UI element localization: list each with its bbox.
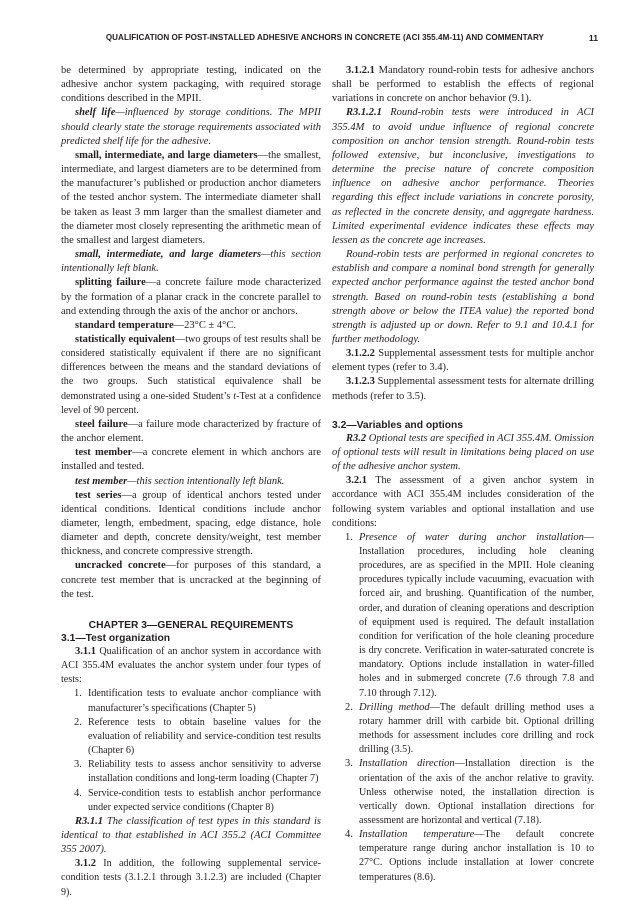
commentary-r3-1-2-1-continued: Round-robin tests are performed in regional concretes to establish and compare a nominal bond strength for generally expected anchor performance against the tested anchor bond strength. Based on round-robin tests (establishing a bond strength above or below the ITEA value) the reported bond strength is adjusted up or down. Refer to 9.1 and 10.4.1 for further methodology. bbox=[332, 249, 594, 345]
header-title: QUALIFICATION OF POST-INSTALLED ADHESIVE ANCHORS IN CONCRETE (ACI 355.4M-11) AND COMMENTARY bbox=[105, 33, 544, 42]
list-item bbox=[61, 758, 321, 786]
term-shelf-life: shelf life bbox=[75, 107, 116, 119]
paragraph-3-1-2-3: 3.1.2.3 Supplemental assessment tests for alternate drilling methods (refer to 3.5). bbox=[332, 376, 594, 402]
page-number: 11 bbox=[588, 33, 598, 43]
list-item-text: —Installation procedures, including hole cleaning procedures, are as specified in the MPII. Hole cleaning procedures typically include vacuuming, evacuation with forced air, and brushing. Quantification of the number, order, and duration of cleaning operations and description of equipment used is required. The default installation condition for verification of the hole cleaning procedure is dry concrete. Verification in water-saturated concrete is mandatory. Options include installation in water-filled holes and in submerged concrete (7.6 through 7.8 and 7.10 through 7.12). bbox=[359, 531, 594, 699]
list-item bbox=[332, 828, 594, 885]
commentary-r3-2: R3.2 Optional tests are specified in ACI 355.4M. Omission of optional tests will result in limitations being placed on use of the adhesive anchor system. bbox=[332, 432, 594, 473]
list-item-number: 1. bbox=[345, 531, 353, 543]
list-item-term: Drilling method bbox=[359, 701, 430, 713]
list-item-term: Installation temperature bbox=[359, 829, 475, 841]
list-item-text: Service-condition tests to establish anchor performance under expected service conditions (Chapter 8) bbox=[88, 787, 321, 813]
term-diameters: small, intermediate, and large diameters bbox=[75, 149, 258, 161]
commentary-r3-1-1: R3.1.1 The classification of test types in this standard is identical to that established in ACI 355.2 (ACI Committee 355 2007). bbox=[61, 815, 321, 856]
list-item bbox=[332, 531, 594, 701]
definition-splitting-failure: splitting failure—a concrete failure mode characterized by the formation of a planar crack in the concrete parallel to and extending through the axis of the anchor or anchors. bbox=[61, 277, 321, 317]
definition-standard-temperature: standard temperature—23°C ± 4°C. bbox=[75, 319, 236, 331]
running-header bbox=[62, 33, 598, 47]
list-item-number: 1. bbox=[74, 688, 82, 700]
paragraph-3-2-1: 3.2.1 The assessment of a given anchor system in accordance with ACI 355.4M includes consideration of the following system variables and optional installation and use conditions: bbox=[332, 475, 594, 529]
paragraph-continued: be determined by appropriate testing, indicated on the adhesive anchor system packaging, with required storage conditions described in the MPII. bbox=[61, 65, 321, 105]
commentary-diameters: small, intermediate, and large diameters—this section intentionally left blank. bbox=[61, 249, 321, 275]
list-item bbox=[61, 716, 321, 758]
paragraph-3-1-2: 3.1.2 In addition, the following supplemental service-condition tests (3.1.2.1 through 3.1.2.3) are included (Chapter 9). bbox=[61, 858, 321, 898]
paragraph-3-1-2-1: 3.1.2.1 Mandatory round-robin tests for adhesive anchors shall be performed to establish the effects of regional variations in concrete on anchor behavior (9.1). bbox=[332, 65, 594, 105]
list-item bbox=[61, 687, 321, 715]
list-item-text: —The default drilling method uses a rotary hammer drill with carbide bit. Optional drilling methods for assessment includes core drilling and rock drilling (3.5). bbox=[359, 701, 595, 756]
variables-list bbox=[332, 531, 594, 885]
list-item bbox=[332, 757, 594, 828]
list-item-text: Reliability tests to assess anchor sensitivity to adverse installation conditions and long-term loading (Chapter 7) bbox=[88, 759, 321, 785]
list-item-number: 2. bbox=[345, 701, 353, 713]
commentary-shelf-life: shelf life—influenced by storage conditions. The MPII should clearly state the storage requirements associated with predicted shelf life for the adhesive. bbox=[61, 107, 321, 147]
definition-uncracked-concrete: uncracked concrete—for purposes of this standard, a concrete test member that is uncracked at the beginning of the test. bbox=[61, 560, 321, 600]
list-item-term: Presence of water during anchor installation bbox=[359, 531, 584, 543]
definition-statistically-equivalent: statistically equivalent—two groups of test results shall be considered statistically equivalent if there are no significant differences between the means and the standard deviations of the two groups. Such statistical equivalence shall be demonstrated using a one-sided Student’s t-Test at a confidence level of 90 percent. bbox=[61, 333, 321, 416]
test-type-list bbox=[61, 687, 321, 814]
list-item-number: 4. bbox=[345, 829, 353, 841]
commentary-test-member: test member—this section intentionally left blank. bbox=[75, 475, 285, 487]
definition-test-series: test series—a group of identical anchors tested under identical conditions. Identical conditions include anchor diameter, length, embedment, spacing, edge distance, hole diameter and depth, concrete density/weight, test member thickness, and concrete compressive strength. bbox=[61, 489, 321, 558]
list-item-term: Installation direction bbox=[359, 758, 455, 770]
list-item-text: —Installation direction is the orientation of the axis of the anchor relative to gravity. Unless otherwise noted, the installation direction is vertically down. Optional installation directions for assessment are horizontal and vertical (7.18). bbox=[359, 758, 594, 826]
section-heading-3-2: 3.2—Variables and options bbox=[332, 419, 464, 431]
list-item-text: Identification tests to evaluate anchor compliance with manufacturer’s specifications (Chapter 5) bbox=[88, 688, 321, 714]
list-item-number: 4. bbox=[74, 787, 82, 799]
commentary-r3-1-2-1: R3.1.2.1 Round-robin tests were introduced in ACI 355.4M to avoid undue influence of regional concrete composition on anchor tension strength. Round-robin tests followed extensive, but inconclusive, investigations to determine the precise nature of concrete composition influence on adhesive anchor performance. Theories regarding this effect include variations in concrete porosity, as reflected in the concrete density, and aggregate hardness. Limited experimental evidence indicates these effects may lessen as the concrete age increases. bbox=[332, 107, 594, 246]
definition-diameters: small, intermediate, and large diameters—the smallest, intermediate, and largest diameters are to be determined from the manufacturer’s published or production anchor diameters of the tested anchor system. The intermediate diameter shall be taken as least 3 mm larger than the smallest diameter and the diameter most closely representing the arithmetic mean of the smallest and largest diameters. bbox=[61, 149, 321, 246]
left-column bbox=[61, 64, 321, 900]
right-column bbox=[332, 64, 594, 885]
chapter-heading: CHAPTER 3—GENERAL REQUIREMENTS bbox=[88, 619, 294, 631]
list-item-number: 2. bbox=[74, 716, 82, 728]
list-item-text: —The default concrete temperature range during anchor installation is 10 to 27°C. Options include installation at lower concrete temperatures (8.6). bbox=[359, 829, 594, 883]
section-heading-3-1: 3.1—Test organization bbox=[61, 632, 171, 644]
list-item bbox=[61, 787, 321, 815]
list-item bbox=[332, 701, 594, 758]
paragraph-3-1-1: 3.1.1 Qualification of an anchor system in accordance with ACI 355.4M evaluates the anchor system under four types of tests: bbox=[61, 645, 321, 686]
definition-steel-failure: steel failure—a failure mode characterized by fracture of the anchor element. bbox=[61, 418, 321, 445]
list-item-text: Reference tests to obtain baseline values for the evaluation of reliability and service-condition test results (Chapter 6) bbox=[88, 716, 321, 757]
list-item-number: 3. bbox=[74, 759, 82, 771]
list-item-number: 3. bbox=[345, 758, 353, 770]
definition-test-member: test member—a concrete element in which anchors are installed and tested. bbox=[61, 447, 321, 473]
paragraph-3-1-2-2: 3.1.2.2 Supplemental assessment tests for multiple anchor element types (refer to 3.4). bbox=[332, 348, 594, 374]
